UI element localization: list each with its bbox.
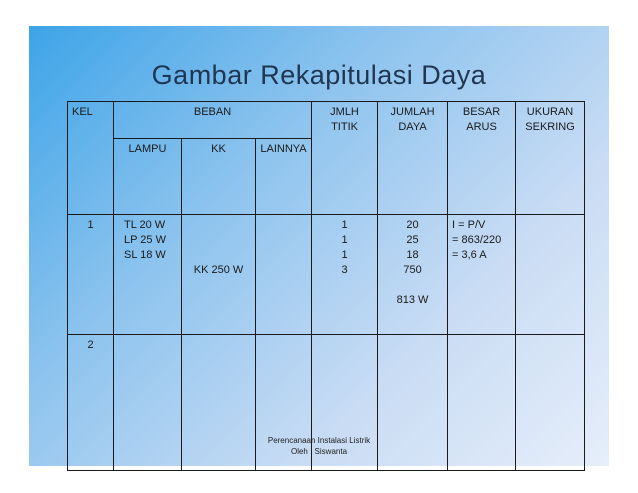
row1-arus-result: = 3,6 A — [452, 248, 487, 261]
row1-daya-2: 25 — [406, 233, 419, 246]
header-row-sub — [68, 138, 585, 214]
row1-arus — [448, 214, 516, 334]
slide-footer — [29, 435, 609, 457]
header-ukuran-sekring — [516, 102, 585, 139]
header-jmlh-cont — [312, 138, 378, 214]
header-jumlah-daya — [378, 102, 448, 139]
row1-daya-total: 813 W — [396, 293, 429, 306]
header-ukuran: UKURAN — [526, 106, 574, 118]
header-kel-cont — [68, 138, 114, 214]
row1-lampu-sl: SL 18 W — [124, 248, 166, 261]
header-titik: TITIK — [331, 121, 358, 133]
header-jumlah-cont — [378, 138, 448, 214]
row1-kk: KK 250 W — [182, 214, 256, 334]
row1-sekring — [516, 214, 585, 334]
row1-daya-3: 18 — [406, 248, 419, 261]
table-row — [68, 214, 585, 334]
header-jmlh-titik — [312, 102, 378, 139]
header-lainnya: LAINNYA — [256, 138, 312, 214]
row1-arus-formula: I = P/V — [452, 218, 486, 231]
header-row-top — [68, 102, 585, 139]
header-ukuran-cont — [516, 138, 585, 214]
row1-daya-1: 20 — [406, 218, 419, 231]
row1-lampu — [114, 214, 182, 334]
slide-title: Gambar Rekapitulasi Daya — [151, 60, 487, 90]
header-besar-cont — [448, 138, 516, 214]
row1-arus-calc: = 863/220 — [452, 233, 502, 246]
row2-kel: 2 — [68, 334, 114, 470]
row1-daya-5 — [382, 278, 443, 293]
row1-daya — [378, 214, 448, 334]
header-arus: ARUS — [466, 121, 497, 133]
header-daya: DAYA — [398, 121, 427, 133]
row1-titik-1: 1 — [341, 218, 348, 231]
header-sekring: SEKRING — [525, 121, 575, 133]
row1-lampu-tl: TL 20 W — [124, 218, 166, 231]
header-besar: BESAR — [462, 106, 501, 118]
slide — [29, 26, 609, 466]
header-kel: KEL — [68, 102, 114, 139]
row1-lainnya — [256, 214, 312, 334]
row1-kel: 1 — [68, 214, 114, 334]
header-besar-arus — [448, 102, 516, 139]
row1-titik-3: 1 — [341, 248, 348, 261]
footer-course: Perencanaan Instalasi Listrik — [267, 436, 371, 445]
row1-titik — [312, 214, 378, 334]
header-beban: BEBAN — [114, 102, 312, 139]
header-lampu: LAMPU — [114, 138, 182, 214]
row1-lampu-lp: LP 25 W — [124, 233, 166, 246]
recap-table — [67, 101, 585, 471]
row1-titik-2: 1 — [341, 233, 348, 246]
row1-titik-4: 3 — [341, 263, 348, 276]
row1-daya-4: 750 — [403, 263, 422, 276]
footer-author: Oleh : Siswanta — [290, 447, 348, 456]
header-jmlh: JMLH — [330, 106, 359, 118]
header-jumlah: JUMLAH — [390, 106, 435, 118]
header-kk: KK — [182, 138, 256, 214]
